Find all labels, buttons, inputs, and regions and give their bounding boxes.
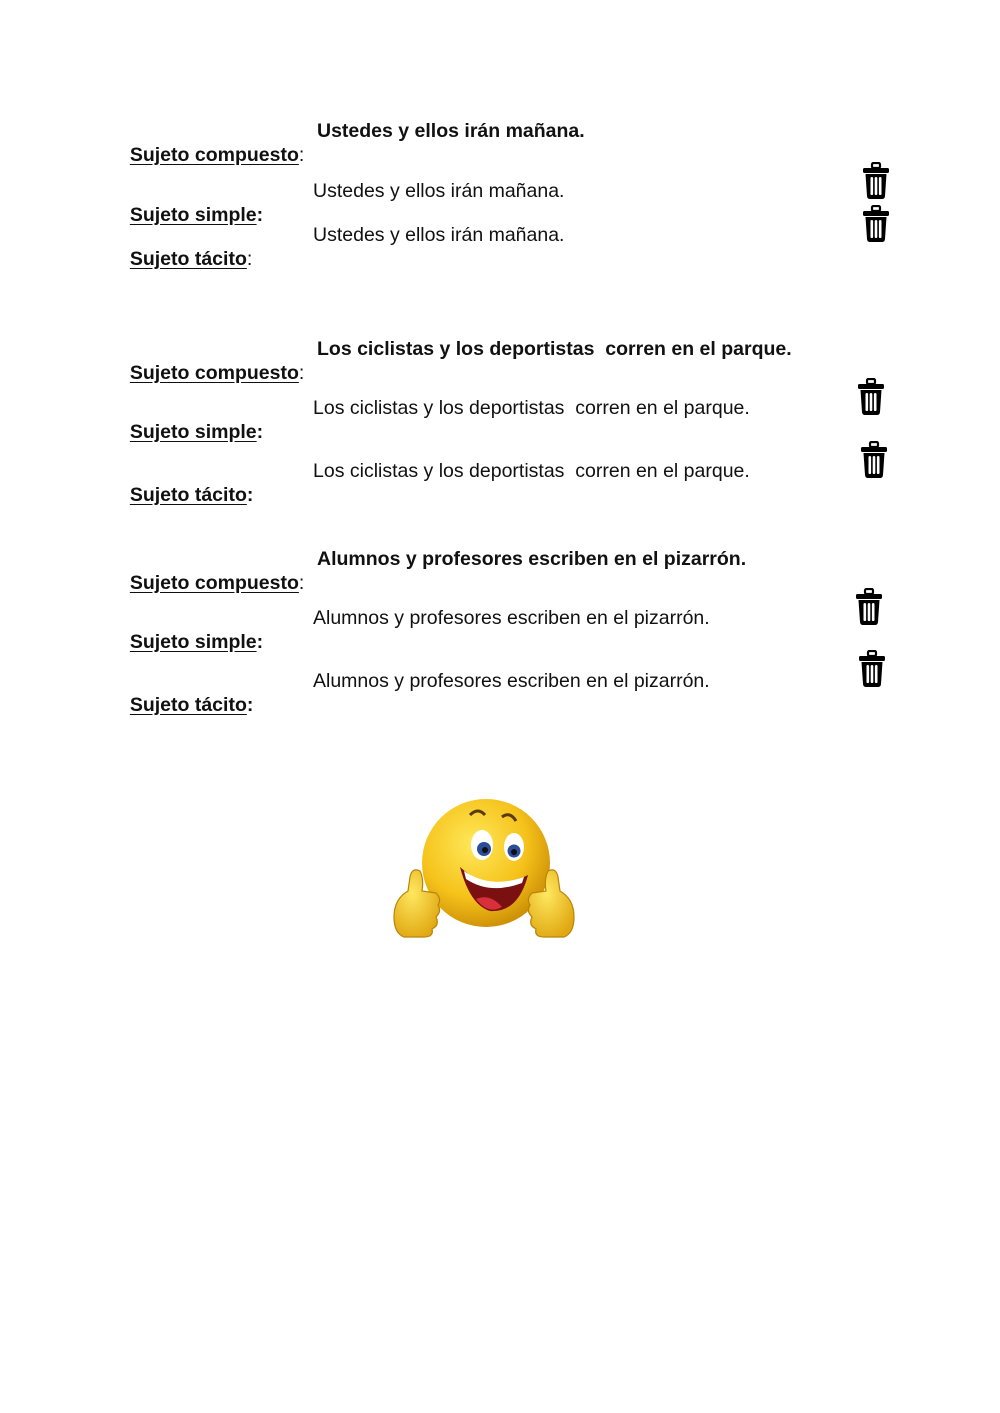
trash-icon[interactable] [857, 378, 885, 416]
sentence: Los ciclistas y los deportistas corren en el parque. [313, 397, 750, 419]
row-label: Sujeto tácito [129, 484, 247, 506]
row-label: Sujeto simple [129, 631, 257, 653]
simple-subject-row-2: Sujeto simple: Los ciclistas y los deportistas corren en el parque. [129, 397, 750, 443]
sentence: Ustedes y ellos irán mañana. [313, 180, 565, 202]
simple-subject-row-1: Sujeto simple: Ustedes y ellos irán mañana. [129, 180, 565, 226]
row-label: Sujeto compuesto [129, 144, 299, 166]
simple-subject-row-3: Sujeto simple: Alumnos y profesores escriben en el pizarrón. [129, 607, 710, 653]
trash-icon[interactable] [862, 162, 890, 200]
trash-icon[interactable] [855, 588, 883, 626]
tacit-subject-row-2: Sujeto tácito: Los ciclistas y los deportistas corren en el parque. [129, 460, 750, 506]
trash-icon[interactable] [860, 441, 888, 479]
trash-icon[interactable] [858, 650, 886, 688]
trash-icon[interactable] [862, 205, 890, 243]
sentence: Alumnos y profesores escriben en el pizarrón. [317, 548, 747, 570]
sentence: Alumnos y profesores escriben en el pizarrón. [313, 670, 710, 692]
tacit-subject-row-3: Sujeto tácito: Alumnos y profesores escriben en el pizarrón. [129, 670, 710, 716]
sentence: Los ciclistas y los deportistas corren en el parque. [317, 338, 792, 360]
row-label: Sujeto tácito [129, 694, 247, 716]
row-label: Sujeto compuesto [129, 362, 299, 384]
sentence: Alumnos y profesores escriben en el pizarrón. [313, 607, 710, 629]
compound-subject-row-1: Sujeto compuesto: Ustedes y ellos irán mañana. [129, 120, 585, 166]
tacit-subject-row-1: Sujeto tácito: Ustedes y ellos irán mañana. [129, 224, 565, 270]
sentence: Los ciclistas y los deportistas corren en el parque. [313, 460, 750, 482]
sentence: Ustedes y ellos irán mañana. [313, 224, 565, 246]
sentence: Ustedes y ellos irán mañana. [317, 120, 585, 142]
compound-subject-row-3: Sujeto compuesto: Alumnos y profesores escriben en el pizarrón. [129, 548, 747, 594]
compound-subject-row-2: Sujeto compuesto: Los ciclistas y los deportistas corren en el parque. [129, 338, 792, 384]
row-label: Sujeto compuesto [129, 572, 299, 594]
row-label: Sujeto simple [129, 204, 257, 226]
row-label: Sujeto tácito [129, 248, 247, 270]
thumbs-up-smiley-icon [390, 795, 580, 955]
row-label: Sujeto simple [129, 421, 257, 443]
